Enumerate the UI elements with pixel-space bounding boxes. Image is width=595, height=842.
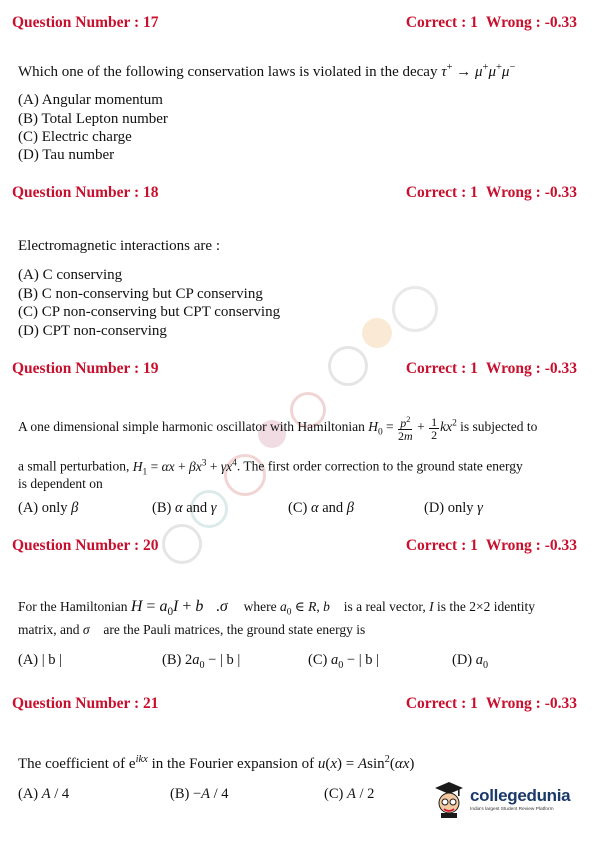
wrong-score: Wrong : -0.33 [485, 184, 577, 201]
wrong-score: Wrong : -0.33 [485, 14, 577, 31]
option[interactable]: (C) α and β [288, 500, 355, 516]
question-number: Question Number : 20 [12, 537, 159, 554]
watermark-seal [392, 286, 438, 332]
question-text: is dependent on [18, 476, 103, 491]
exponential-term: $e^{ikx}$ [128, 754, 148, 772]
correct-score: Correct : 1 [405, 184, 478, 201]
option[interactable]: (B) −A / 4 [170, 786, 229, 802]
option[interactable]: (D) Tau number [18, 147, 115, 163]
wrong-score: Wrong : -0.33 [485, 695, 577, 712]
question-number: Question Number : 21 [12, 695, 159, 712]
option[interactable]: (B) $2a_0$ − | b | [162, 652, 241, 671]
question-header [12, 14, 577, 32]
options-row [18, 652, 581, 672]
option[interactable]: (A) only β [18, 500, 79, 516]
option[interactable]: (D) only γ [424, 500, 483, 516]
option[interactable]: (A) | b | [18, 652, 63, 668]
score-info [398, 695, 577, 713]
option[interactable]: (B) Total Lepton number [18, 111, 168, 127]
hamiltonian-equation: $H = a_0I$ + b⃗.σ⃗ [130, 598, 241, 619]
score-info [398, 537, 577, 555]
option[interactable]: (A) Angular momentum [18, 92, 163, 108]
score-info [398, 184, 577, 202]
options-row [18, 786, 425, 806]
question-number: Question Number : 19 [12, 360, 159, 377]
option[interactable]: (B) C non-conserving but CP conserving [18, 286, 263, 302]
option[interactable]: (B) α and γ [152, 500, 217, 516]
question-text: A one dimensional simple harmonic oscillator with Hamiltonian $H_0$ = $\frac{p^2}{2m}$ + $\frac{1}{2}$ $kx^2$ is subjected to [18, 414, 538, 443]
question-header [12, 537, 577, 555]
question-header [12, 360, 577, 378]
option[interactable]: (C) A / 2 [324, 786, 375, 802]
hamiltonian-equation: $H_0$ = $\frac{p^2}{2m}$ + $\frac{1}{2}$ $kx^2$ [368, 414, 457, 443]
correct-score: Correct : 1 [405, 14, 478, 31]
watermark-seal [362, 318, 392, 348]
logo-text [470, 786, 570, 812]
question-header [12, 695, 577, 713]
score-info [398, 14, 577, 32]
question-text: Which one of the following conservation laws is violated in the decay τ+ → μ+μ+μ− [18, 62, 516, 80]
question-number: Question Number : 17 [12, 14, 159, 31]
question-text: a small perturbation, $H_1 = \alpha x + \beta x^3 + \gamma x^4$. The first order correction to the ground state energy [18, 458, 523, 478]
option[interactable]: (D) CPT non-conserving [18, 323, 167, 339]
option[interactable]: (C) CP non-conserving but CPT conserving [18, 304, 281, 320]
question-text: Electromagnetic interactions are : [18, 238, 220, 254]
correct-score: Correct : 1 [405, 537, 478, 554]
logo-name: collegedunia [470, 786, 571, 805]
question-text: The coefficient of $e^{ikx}$ in the Fourier expansion of u(x) = Asin$^2$(αx) [18, 754, 415, 772]
correct-score: Correct : 1 [405, 695, 478, 712]
option[interactable]: (A) A / 4 [18, 786, 70, 802]
collegedunia-logo[interactable] [432, 776, 582, 822]
decay-equation: τ+ → μ+μ+μ− [441, 62, 516, 80]
option[interactable]: (D) $a_0$ [452, 652, 489, 671]
option[interactable]: (C) $a_0$ − | b | [308, 652, 380, 671]
option[interactable]: (A) C conserving [18, 267, 123, 283]
question-header [12, 184, 577, 202]
correct-score: Correct : 1 [405, 360, 478, 377]
question-text: matrix, and σ⃗ are the Pauli matrices, the ground state energy is [18, 622, 366, 637]
score-info [398, 360, 577, 378]
logo-tagline: India's largest Student Review Platform [470, 807, 554, 812]
question-number: Question Number : 18 [12, 184, 159, 201]
wrong-score: Wrong : -0.33 [485, 360, 577, 377]
perturbation-equation: $H_1 = \alpha x + \beta x^3 + \gamma x^4$ [132, 458, 237, 478]
option[interactable]: (C) Electric charge [18, 129, 132, 145]
wrong-score: Wrong : -0.33 [485, 537, 577, 554]
options-row [18, 500, 581, 520]
graduate-mascot-icon [432, 779, 466, 819]
question-text: For the Hamiltonian $H = a_0I$ + b⃗.σ⃗ where $a_0$ ∈ R, b⃗ is a real vector, I is the 2×2 identity [18, 598, 535, 619]
